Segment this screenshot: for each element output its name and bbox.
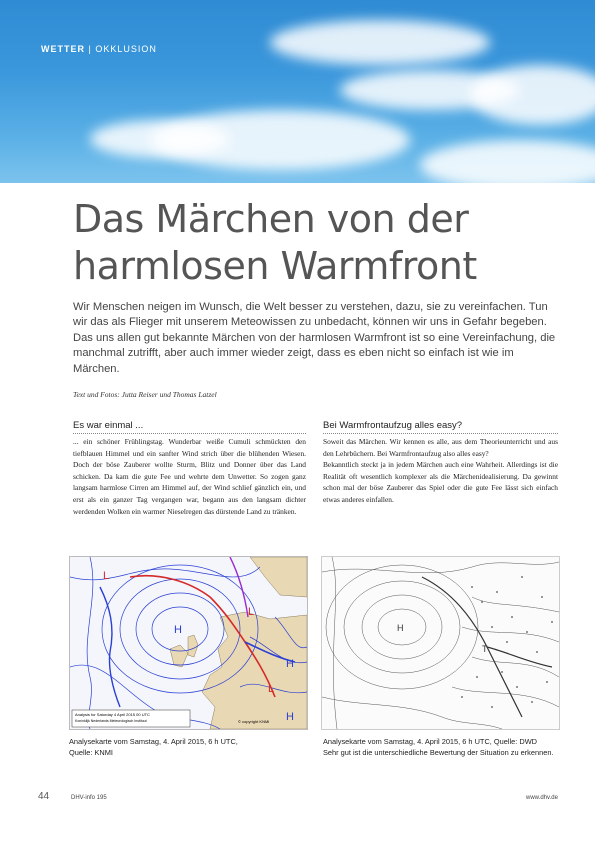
svg-text:H: H bbox=[286, 711, 294, 723]
header-sky-photo bbox=[0, 0, 595, 183]
svg-text:H: H bbox=[397, 623, 404, 633]
left-column-heading: Es war einmal ... bbox=[73, 420, 144, 431]
left-caption-line-2: Quelle: KNMI bbox=[69, 748, 113, 758]
title-line-1: Das Märchen von der bbox=[73, 197, 469, 241]
knmi-analysis-map bbox=[69, 556, 308, 730]
section-tag bbox=[41, 44, 157, 54]
left-map-caption bbox=[69, 736, 309, 759]
right-map-caption bbox=[323, 736, 563, 759]
dwd-map-graphic bbox=[322, 557, 559, 729]
svg-text:L: L bbox=[103, 570, 110, 582]
svg-text:L: L bbox=[248, 606, 255, 618]
section-topic: OKKLUSION bbox=[95, 44, 157, 54]
knmi-map-label-2: Koninklijk Nederlands Meteorologisch Instituut bbox=[75, 719, 147, 723]
right-column-paragraph-1: Soweit das Märchen. Wir kennen es alle, aus dem Theorieunterricht und aus den Lehrbüchern. Bei Warmfrontaufzug also alles easy? bbox=[323, 437, 558, 458]
left-column-text bbox=[73, 436, 306, 517]
dwd-analysis-map bbox=[321, 556, 560, 730]
left-column-paragraph: ... ein schöner Frühlingstag. Wunderbar weiße Cumuli schmückten den tiefblauen Himmel und ein sanfter Wind strich über die blühenden Wiesen. Doch der böse Zauberer wollte Sturm, Blitz und Donner über das Land schicken. Da kam die gute Fee und wehrte dem Unwetter. So zogen ganz langsam harmlose Cirren am Himmel auf, der Wind schlief gänzlich ein, und erst als ein ganzer Tag vergangen war, begann aus den langsam dichter werdenden Wolken ein warmer Nieselregen das dürstende Land zu tränken. bbox=[73, 437, 306, 516]
knmi-map-graphic bbox=[70, 557, 307, 729]
right-column-text bbox=[323, 436, 558, 506]
page-number: 44 bbox=[38, 791, 50, 802]
left-heading-rule bbox=[73, 433, 306, 434]
svg-text:T: T bbox=[482, 644, 488, 654]
knmi-map-label-1: Analysis for Saturday 4 April 2015 00 UTC bbox=[75, 712, 150, 717]
svg-text:L: L bbox=[268, 683, 275, 695]
article-title bbox=[73, 196, 573, 290]
section-separator: | bbox=[88, 44, 92, 54]
article-lead: Wir Menschen neigen im Wunsch, die Welt besser zu verstehen, dazu, sie zu vereinfachen. Tun wir das als Flieger mit unserem Meteowissen zu unbedacht, können wir uns in Gefahr begeben. Das uns allen gut bekannte Märchen von der harmlosen Warmfront ist so eine Vereinfachung, die manchmal zutrifft, aber auch immer wieder zeigt, dass es eben nicht so einfach ist wie im Märchen. bbox=[73, 301, 556, 375]
right-column-paragraph-2: Bekanntlich steckt ja in jedem Märchen auch eine Wahrheit. Allerdings ist die Realität oft wesentlich komplexer als die Märchenidealisierung. Da gewinnt schon mal der böse Zauberer das Spiel oder die gute Fee lässt sich einfach etwas anderes einfallen. bbox=[323, 460, 558, 504]
right-caption-line-1: Analysekarte vom Samstag, 4. April 2015, 6 h UTC, Quelle: DWD bbox=[323, 737, 538, 746]
magazine-issue: DHV-info 195 bbox=[71, 795, 107, 801]
title-line-2: harmlosen Warmfront bbox=[73, 244, 477, 288]
right-heading-rule bbox=[323, 433, 558, 434]
website-url: www.dhv.de bbox=[526, 795, 558, 801]
knmi-copyright: © copyright KNMI bbox=[238, 719, 270, 724]
right-column-heading: Bei Warmfrontaufzug alles easy? bbox=[323, 420, 463, 431]
svg-text:H: H bbox=[174, 624, 182, 636]
author-credits: Text und Fotos: Jutta Reiser und Thomas Latzel bbox=[73, 390, 217, 399]
section-name: WETTER bbox=[41, 44, 85, 54]
left-caption-line-1: Analysekarte vom Samstag, 4. April 2015, 6 h UTC, bbox=[69, 737, 238, 746]
svg-text:H: H bbox=[286, 658, 294, 670]
right-caption-line-2: Sehr gut ist die unterschiedliche Bewertung der Situation zu erkennen. bbox=[323, 748, 554, 758]
